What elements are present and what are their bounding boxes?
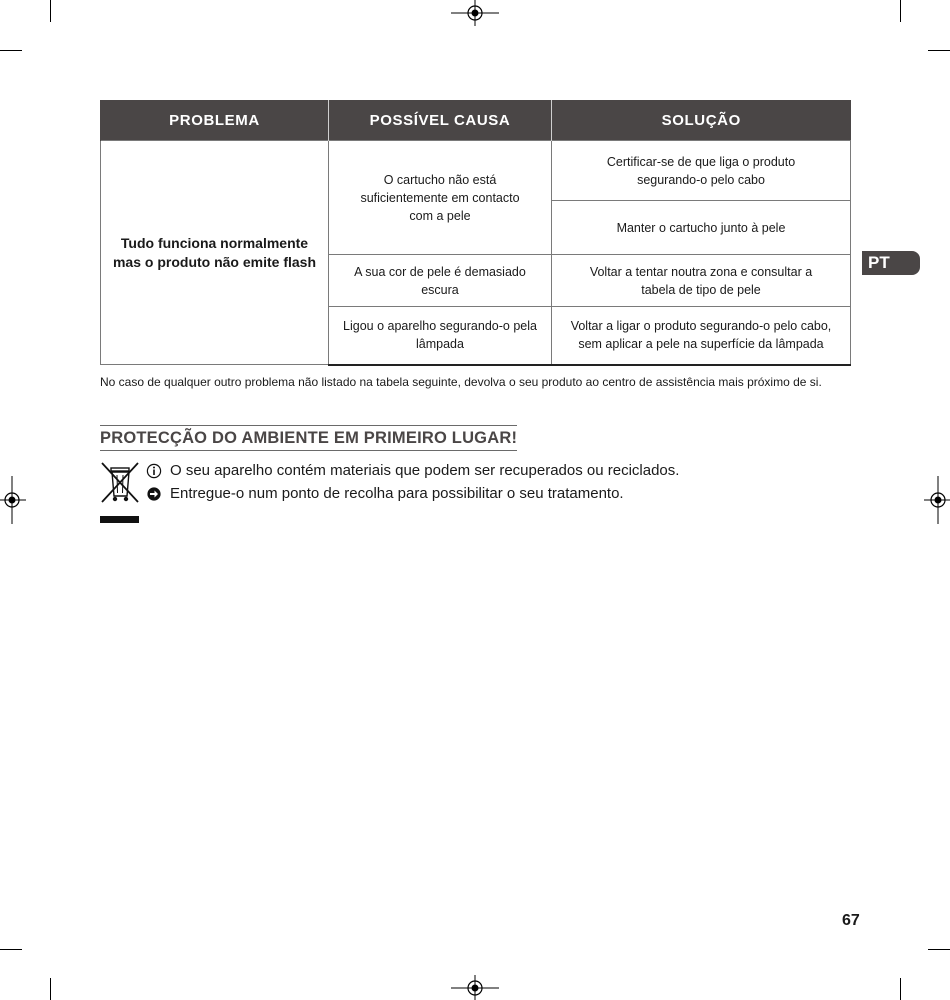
solution-cell: Voltar a tentar noutra zona e consultar a tabela de tipo de pele	[552, 255, 851, 307]
crop-mark	[50, 978, 51, 1000]
crop-mark	[928, 949, 950, 950]
page-number: 67	[842, 912, 860, 929]
environment-line-text: O seu aparelho contém materiais que podem ser recuperados ou reciclados.	[170, 462, 680, 479]
solution-cell: Voltar a ligar o produto segurando-o pelo cabo, sem aplicar a pele na superfície da lâmpada	[552, 307, 851, 365]
note-text: No caso de qualquer outro problema não listado na tabela seguinte, devolva o seu produto ao centro de assistência mais próximo de si.	[100, 375, 822, 389]
section-title: PROTECÇÃO DO AMBIENTE EM PRIMEIRO LUGAR!	[100, 425, 517, 451]
problem-cell: Tudo funciona normalmente mas o produto não emite flash	[101, 141, 329, 365]
environment-line	[146, 461, 679, 481]
crop-mark	[900, 978, 901, 1000]
crop-mark	[900, 0, 901, 22]
header-problem: PROBLEMA	[101, 100, 329, 141]
troubleshooting-table	[100, 100, 851, 366]
cause-cell: Ligou o aparelho segurando-o pela lâmpada	[329, 307, 552, 365]
crop-mark	[0, 949, 22, 950]
bin-bar	[100, 516, 139, 523]
cause-cell: O cartucho não está suficientemente em contacto com a pele	[329, 141, 552, 255]
table-header-row	[101, 100, 851, 141]
registration-mark-icon	[924, 476, 950, 524]
solution-cell: Certificar-se de que liga o produto segurando-o pelo cabo	[552, 141, 851, 201]
solution-cell: Manter o cartucho junto à pele	[552, 201, 851, 255]
header-cause: POSSÍVEL CAUSA	[329, 100, 552, 141]
arrow-right-icon	[146, 486, 162, 502]
info-icon	[146, 463, 162, 479]
registration-mark-icon	[451, 975, 499, 1000]
registration-mark-icon	[0, 476, 26, 524]
table-row	[101, 141, 851, 201]
crop-mark	[50, 0, 51, 22]
crop-mark	[0, 50, 22, 51]
environment-line	[146, 484, 624, 504]
cause-cell: A sua cor de pele é demasiado escura	[329, 255, 552, 307]
language-tab: PT	[862, 251, 920, 275]
header-solution: SOLUÇÃO	[552, 100, 851, 141]
environment-line-text: Entregue-o num ponto de recolha para possibilitar o seu tratamento.	[170, 485, 624, 502]
registration-mark-icon	[451, 0, 499, 26]
crop-mark	[928, 50, 950, 51]
crossed-bin-icon	[100, 462, 140, 504]
